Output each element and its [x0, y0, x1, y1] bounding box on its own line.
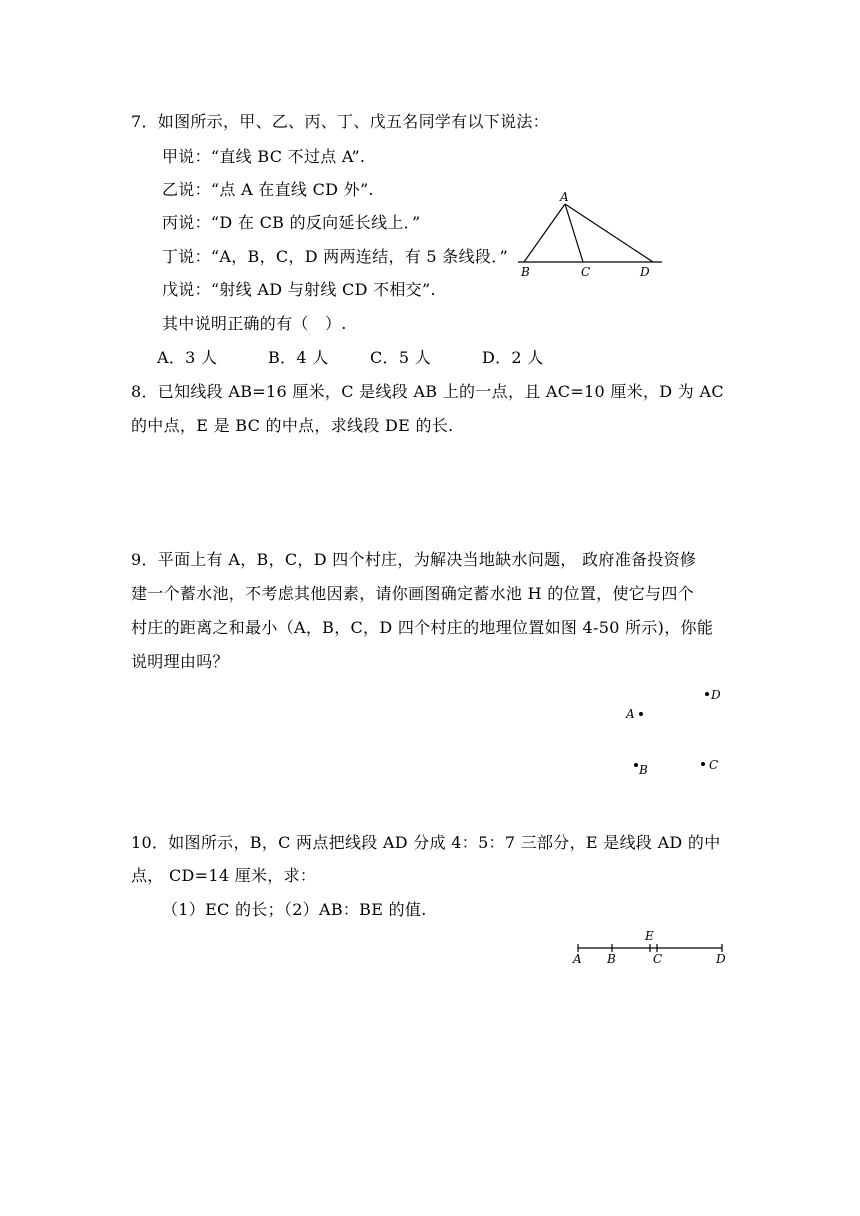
- q9-line-3: 村庄的距离之和最小（A，B，C，D 四个村庄的地理位置如图 4-50 所示)，你能: [131, 618, 714, 637]
- q7-statement-wu: 戊说：“射线 AD 与射线 CD 不相交”.: [162, 280, 436, 299]
- q7-triangle-figure: [510, 188, 670, 283]
- q7-option-c: C．5 人: [370, 348, 432, 367]
- q10-label-a: A: [573, 952, 582, 966]
- q9-label-d: D: [711, 688, 721, 702]
- q9-line-1: 9．平面上有 A，B，C，D 四个村庄，为解决当地缺水问题， 政府准备投资修: [131, 550, 697, 569]
- q9-point-a: [639, 712, 643, 716]
- q9-point-d: [705, 692, 709, 696]
- q8-line-1: 8．已知线段 AB=16 厘米，C 是线段 AB 上的一点，且 AC=10 厘米，D 为 AC: [131, 382, 724, 401]
- q9-villages-figure: [620, 680, 730, 780]
- q7-label-b: B: [521, 265, 530, 279]
- q7-statement-bing: 丙说：“D 在 CB 的反向延长线上．”: [162, 213, 421, 232]
- q7-segment-ab: [524, 204, 565, 262]
- q7-label-c: C: [581, 265, 591, 279]
- q10-label-d: D: [716, 952, 726, 966]
- q10-label-c: C: [653, 952, 663, 966]
- q9-label-c: C: [709, 758, 719, 772]
- q7-statement-yi: 乙说：“点 A 在直线 CD 外”.: [162, 180, 374, 199]
- q7-statement-jia: 甲说：“直线 BC 不过点 A”.: [162, 147, 366, 166]
- q7-option-b: B．4 人: [268, 348, 329, 367]
- q9-label-a: A: [626, 707, 635, 721]
- q7-option-a: A．3 人: [157, 348, 218, 367]
- q7-label-d: D: [640, 265, 650, 279]
- q10-line-1: 10．如图所示，B，C 两点把线段 AD 分成 4：5：7 三部分，E 是线段 AD 的中: [131, 833, 721, 852]
- q9-point-b: [634, 763, 638, 767]
- q10-line-3: （1）EC 的长；（2）AB：BE 的值.: [162, 900, 427, 919]
- q8-line-2: 的中点，E 是 BC 的中点，求线段 DE 的长.: [131, 416, 454, 435]
- q9-point-c: [701, 762, 705, 766]
- q10-segment-figure: [566, 928, 736, 970]
- q10-label-b: B: [607, 952, 616, 966]
- q7-stem: 7．如图所示，甲、乙、丙、丁、戊五名同学有以下说法：: [131, 112, 549, 131]
- q7-segment-ad: [565, 204, 653, 262]
- q7-statement-ding: 丁说：“A，B，C，D 两两连结，有 5 条线段．”: [162, 247, 508, 266]
- q10-label-e: E: [645, 929, 654, 943]
- q7-segment-ac: [565, 204, 583, 262]
- q7-option-d: D．2 人: [482, 348, 544, 367]
- q7-question: 其中说明正确的有（ ）.: [162, 314, 347, 333]
- q9-label-b: B: [639, 763, 648, 777]
- q9-line-4: 说明理由吗？: [131, 652, 229, 671]
- q10-line-2: 点， CD=14 厘米，求：: [131, 866, 317, 885]
- q9-line-2: 建一个蓄水池，不考虑其他因素，请你画图确定蓄水池 H 的位置，使它与四个: [131, 584, 694, 603]
- q7-label-a: A: [560, 190, 569, 204]
